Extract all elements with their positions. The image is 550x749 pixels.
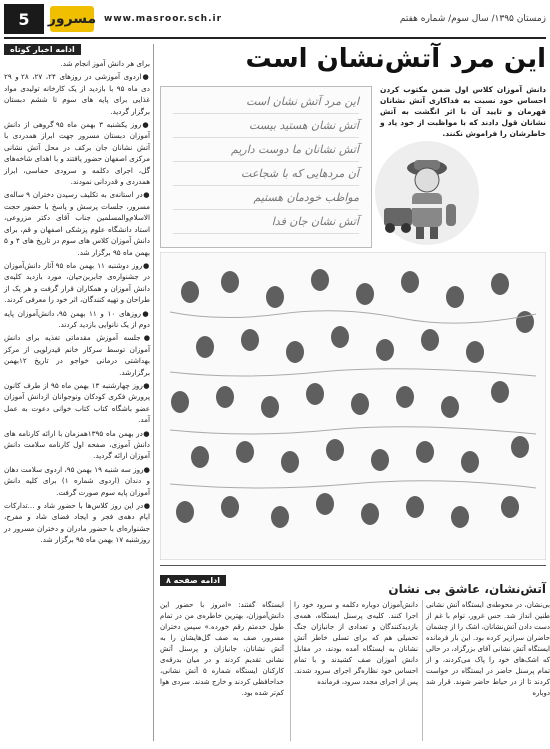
news-item: ●در بهمن ماه ۱۳۹۵همزمان با ارائه کارنامه های دانش آموزی، صفحه اول کارنامه سلامت دانش آموزان ارائه گردید. — [4, 428, 150, 461]
website-url[interactable]: www.masroor.sch.ir — [104, 14, 223, 24]
masroor-logo: مسرور — [50, 6, 94, 32]
news-item: ●روزهای ۱۰ و ۱۱ بهمن ۹۵، دانش‌آموزان پایه دوم از یک نانوایی بازدید کردند. — [4, 308, 150, 329]
news-item: ●روز چهارشنبه ۱۳ بهمن ماه ۹۵ از طرف کانون پرورش فکری کودکان ونوجوانان ازدانش آموزان عضو باشگاه کتاب کتاب خوانی دعوت به عمل آمد. — [4, 380, 151, 425]
letter-line: آن مردهایی که با شجاعت — [173, 167, 359, 186]
page-header — [4, 4, 546, 34]
news-item: ●روز یکشنبه ۳ بهمن ماه ۹۵ گروهی از دانش آموزان دبستان مسرور جهت ابراز همدردی با آتش نشانان جان برکف در محل آتش نشانی مرکزی اصفهان حضور یافتند و با اهدای شاخه‌های گل، اجرای دکلمه و سرودی حماسی، ابراز همدردی و قدردانی نمودند. — [4, 120, 150, 187]
letter-line: آتش نشان هستید بیست — [173, 119, 359, 138]
news-item: ●روز سه شنبه ۱۹ بهمن ۹۵، اردوی سلامت دهان و دندان (اردوی شماره ۱) برای کلیه دانش آموزان پایه سوم صورت گرفت. — [4, 464, 150, 497]
short-news-tag: ادامه اخبار کوتاه — [4, 44, 81, 55]
article-intro: دانش آموزان کلاس اول ضمن مکتوب کردن احساس خود نسبت به فداکاری آتش نشانان قهرمان و تایید آن با اثر انگشت به آتش نشانان قول دادند که با مواظبت از خود یاد و خاطرشان را فراموش نکنند. — [380, 85, 546, 138]
news-item: ●روز دوشنبه ۱۱ بهمن ماه ۹۵ آثار دانش‌آموزان در جشنواره‌ی جابربن‌حیان، مورد بازدید کلیه‌ی دانش آموزان و همکاران قرار گرفت و هر یک از طراحان و تهیه کنندگان، اثر خود را معرفی کردند. — [4, 260, 150, 305]
column-divider — [422, 600, 423, 741]
letter-line: این مرد آتش نشان است — [173, 95, 359, 114]
news-item: برای هر دانش آموز انجام شد. — [60, 59, 150, 68]
header-rule — [4, 37, 546, 39]
column-divider — [290, 600, 291, 741]
issue-info: زمستان ۱۳۹۵/ سال سوم/ شماره هفتم — [399, 14, 546, 24]
sub-article-column: دانش‌آموزان دوباره دکلمه و سرود خود را اجرا کنند. کلیه‌ی پرسنل ایستگاه، همه‌ی بازدیدکنندگان و تعدادی از جانبازان جنگ تحمیلی هم که برای تسلی خاطر آتش نشانان به ایستگاه آمده بودند، در مقابل دانش آموزان صف کشیدند و با تمام احساس خود نظاره‌گر اجرای سرود شدند. پس از اجرای مجدد سرود، فرمانده — [294, 601, 418, 686]
short-news-column — [4, 44, 150, 741]
news-item: ●در استانه‌ی به تکلیف رسیدن دختران ۹ ساله‌ی مسرور، جلسات پرسش و پاسخ با حضور حجت الاسلام‌والمسلمین جناب آقای دکتر مزروعی، استاد دانشگاه علوم پزشکی اصفهان و قم، برای دانش آموزان کلاس های سوم در تاریخ های ۴ و ۵ بهمن ماه ۹۵ برگزار شد. — [4, 190, 150, 257]
news-item: ●جلسه آموزش مقدماتی تغذیه برای دانش آموزان توسط سرکار خانم قیدرلویی از مرکز بهداشتی درمانی خواجو در تاریخ ۱۲بهمن برگزارشد. — [4, 333, 150, 377]
news-item: ●در این روز کلاس‌ها با حضور شاد و ...تدارکات ایام دهه‌ی فجر و ایجاد فضای شاد و مفرح، جشنواره‌ای با حضور مادران و دختران مسرور در روزشنبه ۱۷ بهمن ماه ۹۵ برگزار شد. — [4, 501, 150, 545]
letter-line: آتش نشانان ما دوست داریم — [173, 143, 359, 162]
sub-article-column: بی‌نشان، در محوطه‌ی ایستگاه آتش نشانی طنین انداز شد. حس غرور، توام با غم از دست دادن آتش‌نشانان، اشک را از چشمان حاضران سرازیر کرده بود. این بار فرمانده ایستگاه آتش نشانی آقای بزرگزاد، در حالی که اشک‌های خود را پاک می‌کردند، و از تمام پرسنل حاضر در ایستگاه در خواست کردند تا از در حیاط حاضر شوند. قرار شد دوباره — [426, 601, 550, 697]
sub-article-column: ایستگاه گفتند: «امروز با حضور این دانش‌آموزان، بهترین خاطره‌ی من در تمام طول خدمتم رقم خورده.» سپس دختران مسرور، صف به صف گل‌هایشان را به آتش نشانان، جانبازان و پرسنل آتش نشانی تقدیم کردند و در میان بدرقه‌ی کارکنان ایستگاه شماره ۵ آتش نشانی، خداحافظی کردند و خارج شدند. سردی هوا کم‌تر شده بود. — [160, 601, 285, 697]
article-title: این مرد آتش‌نشان است — [245, 44, 546, 74]
handwritten-letter — [160, 86, 372, 248]
page-number: 5 — [4, 4, 44, 34]
section-rule — [160, 565, 546, 566]
fingerprint-sheet — [160, 252, 546, 560]
firefighter-illustration — [372, 138, 482, 248]
news-item: ●اردوی آموزشی در روزهای ۲۴، ۲۷، ۲۸ و ۲۹ دی ماه ۹۵ با بازدید از یک کارخانه تولیدی مواد غذایی برای پایه های سوم تا ششم دبستان برگزار گردید. — [4, 72, 151, 116]
column-divider — [153, 44, 154, 741]
letter-line: مواظب خودمان هستیم — [173, 191, 359, 210]
sub-article-title: آتش‌نشان، عاشق بی نشان — [388, 582, 546, 596]
continued-tag: ادامه صفحه ۸ — [160, 575, 226, 586]
letter-line: آتش نشان جان فدا — [173, 215, 359, 234]
